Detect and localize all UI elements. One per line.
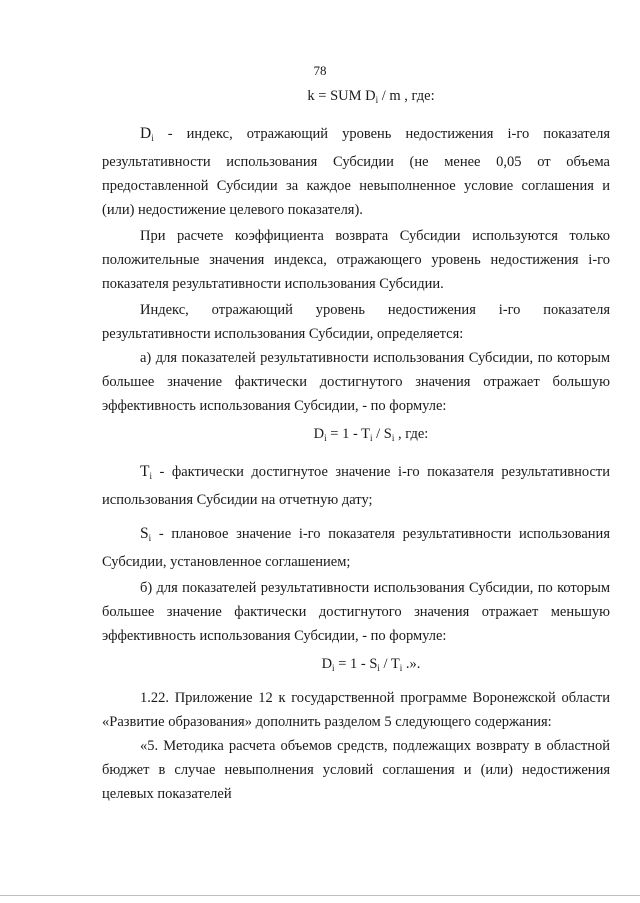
symbol-t-sub: i	[149, 471, 152, 481]
formula-k	[102, 84, 610, 112]
symbol-d: D	[140, 125, 152, 142]
paragraph-section-5: «5. Методика расчета объемов средств, подлежащих возврату в областной бюджет в случае невыполнения условий соглашения и (или) недостижения целевых показателей	[102, 738, 610, 802]
formula-d-case-a	[102, 422, 610, 450]
paragraph-positive-only: При расчете коэффициента возврата Субсидии используются только положительные значения индекса, отражающего уровень недостижения i-го показателя результативности использования Субсидии.	[102, 228, 610, 292]
formula-d-case-b	[102, 652, 610, 680]
definition-di	[102, 122, 610, 222]
formula-sub: i	[324, 433, 327, 443]
definition-ti	[102, 460, 610, 512]
definition-si-text: - плановое значение i-го показателя результативности использования Субсидии, установленное соглашением;	[102, 526, 610, 570]
page-number: 78	[313, 63, 327, 78]
formula-part: .».	[402, 656, 421, 672]
symbol-s: S	[140, 525, 149, 542]
formula-part: = 1 - S	[334, 656, 378, 672]
formula-sub: i	[391, 433, 395, 443]
formula-part: , где:	[394, 426, 429, 442]
definition-di-text: - индекс, отражающий уровень недостижения i-го показателя результативности использования Субсидии (не менее 0,05 от объема предоставленной Субсидии за каждое невыполненное условие соглашения и (или) недостижение целевого показателя).	[102, 126, 610, 218]
formula-sub: i	[332, 663, 335, 673]
document-body	[102, 84, 610, 806]
paragraph-item-1-22: 1.22. Приложение 12 к государственной программе Воронежской области «Развитие образования» дополнить разделом 5 следующего содержания:	[102, 690, 610, 730]
definition-ti-text: - фактически достигнутое значение i-го показателя результативности использования Субсидии на отчетную дату;	[102, 464, 610, 508]
formula-k-rhs: / m , где:	[378, 88, 435, 104]
formula-part: D	[313, 426, 325, 442]
definition-si	[102, 522, 610, 574]
symbol-t: T	[140, 463, 150, 480]
paragraph-case-a: а) для показателей результативности использования Субсидии, по которым большее значение фактически достигнутого значения отражает большую эффективность использования Субсидии, - по формуле:	[102, 350, 610, 414]
formula-sub: i	[370, 433, 373, 443]
page-bottom-rule	[0, 895, 640, 896]
symbol-s-sub: i	[148, 533, 152, 543]
formula-part: D	[321, 656, 333, 672]
formula-k-lhs: k = SUM D	[307, 88, 376, 104]
formula-part: / T	[379, 656, 400, 672]
paragraph-case-b: б) для показателей результативности использования Субсидии, по которым большее значение фактически достигнутого значения отражает меньшую эффективность использования Субсидии, - по формуле:	[102, 580, 610, 644]
formula-sub: i	[399, 663, 403, 673]
paragraph-index-intro: Индекс, отражающий уровень недостижения i-го показателя результативности использования Субсидии, определяется:	[102, 302, 610, 342]
formula-part: / S	[372, 426, 392, 442]
formula-part: = 1 - T	[326, 426, 371, 442]
symbol-d-sub: i	[151, 133, 154, 143]
formula-k-sub: i	[375, 95, 379, 105]
formula-sub: i	[377, 663, 380, 673]
